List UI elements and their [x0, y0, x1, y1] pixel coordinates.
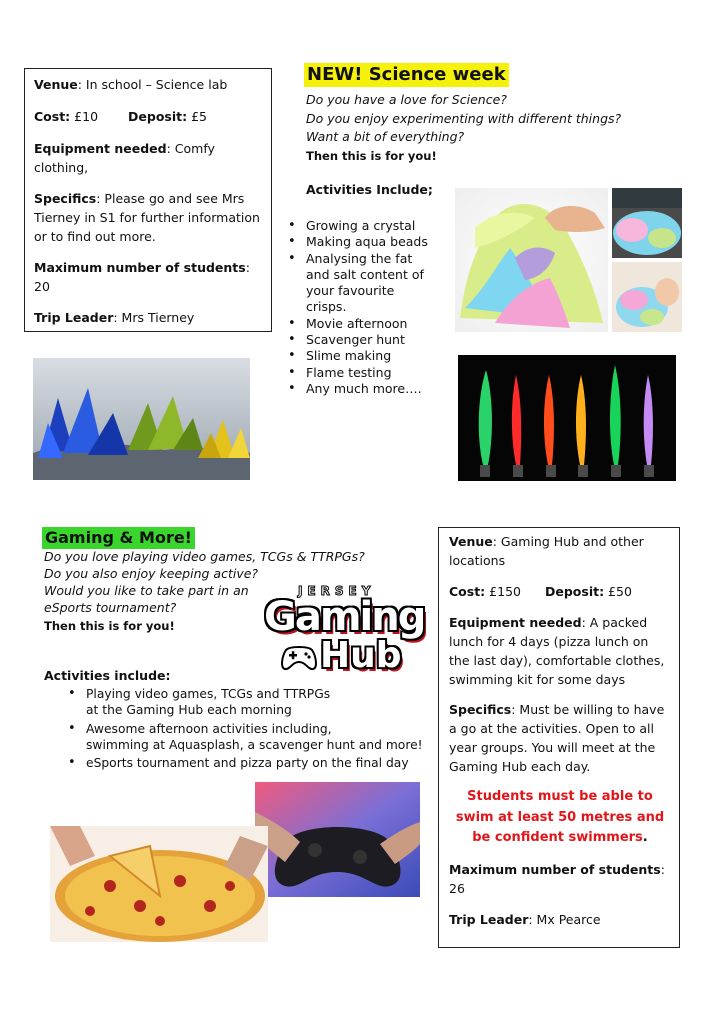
list-item: • Any much more…. [284, 381, 434, 397]
science-max-students: Maximum number of students: 20 [34, 260, 250, 294]
gaming-equipment: Equipment needed: A packed lunch for 4 days (pizza lunch on the last day), comfortable clothes, swimming kit for some days [449, 615, 665, 687]
list-item: • Movie afternoon [284, 316, 434, 332]
gaming-heading: Gaming & More! [42, 527, 195, 549]
science-venue: Venue: In school – Science lab [34, 77, 228, 92]
gaming-info-box [438, 527, 680, 948]
gaming-activities-title: Activities include: [44, 668, 171, 683]
list-item: • Slime making [284, 348, 434, 364]
swim-requirement-warning: Students must be able to swim at least 50 metres and be confident swimmers. [455, 789, 665, 845]
science-tagline: Then this is for you! [306, 148, 437, 163]
science-equipment: Equipment needed: Comfy clothing, [34, 141, 215, 175]
logo-jersey-text: JERSEY [298, 584, 376, 598]
gaming-tagline: Then this is for you! [44, 618, 175, 633]
science-info-box [24, 68, 272, 332]
pizza-photo [50, 826, 268, 942]
list-item: • Playing video games, TCGs and TTRPGs at the Gaming Hub each morning [64, 686, 444, 719]
list-item: • Analysing the fat and salt content of your favourite crisps. [284, 251, 434, 316]
jersey-gaming-hub-logo [262, 584, 425, 680]
science-specifics: Specifics: Please go and see Mrs Tierney in S1 for further information or to find out more. [34, 191, 260, 244]
crystals-photo [33, 358, 250, 480]
science-heading: NEW! Science week [304, 63, 509, 87]
gaming-max-students: Maximum number of students: 26 [449, 861, 665, 896]
science-activities-list [284, 218, 434, 397]
slime-photo-small-top [612, 188, 682, 258]
controller-icon [280, 642, 318, 672]
gaming-activities-list [64, 686, 444, 771]
science-question: Do you enjoy experimenting with different things? [306, 110, 622, 126]
science-question: Want a bit of everything? [306, 129, 465, 144]
logo-gaming-text: Gaming [264, 594, 425, 640]
science-questions [306, 92, 621, 164]
gaming-cost: Cost: £150 Deposit: £50 [449, 584, 632, 599]
gaming-venue: Venue: Gaming Hub and other locations [449, 534, 644, 568]
gaming-question: eSports tournament? [44, 600, 177, 615]
slime-photo [455, 188, 608, 332]
science-cost: Cost: £10 Deposit: £5 [34, 109, 208, 124]
list-item: • Growing a crystal [284, 218, 434, 234]
gaming-specifics: Specifics: Must be willing to have a go at the activities. Open to all year groups. You will meet at the Gaming Hub each day. [449, 702, 665, 774]
slime-photo-small-bottom [612, 262, 682, 332]
gaming-question: Do you love playing video games, TCGs & TTRPGs? [44, 549, 365, 564]
science-trip-leader: Trip Leader: Mrs Tierney [34, 310, 195, 325]
list-item: • Making aqua beads [284, 234, 434, 250]
list-item: • Flame testing [284, 365, 434, 381]
list-item: • Awesome afternoon activities including, swimming at Aquasplash, a scavenger hunt and more! [64, 721, 444, 754]
science-question: Do you have a love for Science? [306, 92, 507, 107]
gaming-question: Do you also enjoy keeping active? [44, 566, 259, 581]
gaming-trip-leader: Trip Leader: Mx Pearce [449, 911, 601, 927]
science-activities-title: Activities Include; [306, 182, 433, 197]
list-item: • eSports tournament and pizza party on the final day [64, 755, 444, 771]
controller-photo [255, 782, 420, 897]
logo-hub-text: Hub [320, 635, 402, 676]
list-item: • Scavenger hunt [284, 332, 434, 348]
flame-test-photo [458, 355, 676, 481]
gaming-question: Would you like to take part in an [44, 583, 249, 598]
